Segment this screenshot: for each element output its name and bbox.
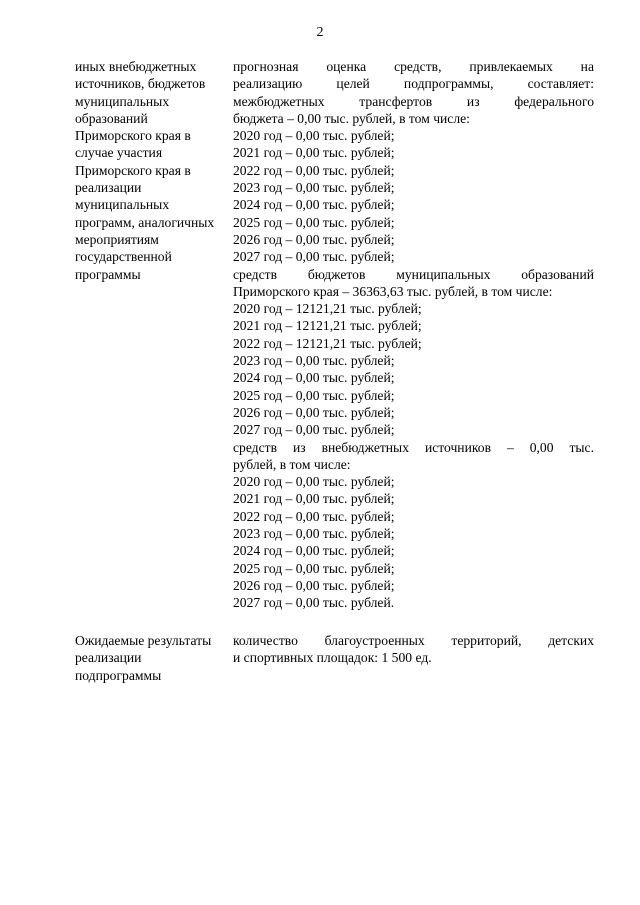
label-line: реализации	[75, 180, 142, 196]
content-line: рублей, в том числе:	[233, 456, 351, 472]
label-line: мероприятиям	[75, 231, 159, 247]
label-line: программ, аналогичных	[75, 214, 215, 230]
content-line: 2020 год – 12121,21 тыс. рублей;	[233, 301, 422, 317]
content-line: 2022 год – 0,00 тыс. рублей;	[233, 508, 395, 524]
label-line: муниципальных	[75, 93, 170, 109]
content-line: 2026 год – 0,00 тыс. рублей;	[233, 231, 395, 247]
financing-row-content	[233, 58, 594, 612]
label-line: иных внебюджетных	[75, 59, 197, 74]
label-line: Приморского края в	[75, 162, 191, 178]
label-line: программы	[75, 266, 141, 282]
content-line: 2023 год – 0,00 тыс. рублей;	[233, 353, 395, 369]
content-line: 2023 год – 0,00 тыс. рублей;	[233, 180, 395, 196]
content-line: и спортивных площадок: 1 500 ед.	[233, 650, 432, 666]
content-line: 2027 год – 0,00 тыс. рублей;	[233, 249, 395, 265]
financing-row-label	[75, 58, 235, 283]
label-line: Ожидаемые результаты	[75, 633, 212, 648]
content-line: 2025 год – 0,00 тыс. рублей;	[233, 560, 395, 576]
content-line: 2025 год – 0,00 тыс. рублей;	[233, 387, 395, 403]
results-row-content	[233, 632, 594, 667]
label-line: Приморского края в	[75, 128, 191, 144]
label-line: государственной	[75, 249, 172, 265]
content-line: бюджета – 0,00 тыс. рублей, в том числе:	[233, 110, 470, 126]
page-number: 2	[316, 25, 324, 40]
label-line: муниципальных	[75, 197, 170, 213]
content-line: 2024 год – 0,00 тыс. рублей;	[233, 543, 395, 559]
label-line: подпрограммы	[75, 667, 162, 683]
content-line: Приморского края – 36363,63 тыс. рублей, в том числе:	[233, 283, 553, 299]
content-line: 2022 год – 12121,21 тыс. рублей;	[233, 335, 422, 351]
content-line: прогнозная оценка средств, привлекаемых на	[233, 59, 594, 74]
results-row-label	[75, 632, 235, 684]
label-line: образований	[75, 110, 148, 126]
content-line: 2026 год – 0,00 тыс. рублей;	[233, 404, 395, 420]
content-line: 2027 год – 0,00 тыс. рублей;	[233, 422, 395, 438]
content-line: средств из внебюджетных источников – 0,00 тыс.	[233, 439, 594, 455]
content-line: межбюджетных трансфертов из федерального	[233, 93, 594, 109]
content-line: 2020 год – 0,00 тыс. рублей;	[233, 474, 395, 490]
content-line: реализацию целей подпрограммы, составляет:	[233, 76, 594, 92]
content-line: количество благоустроенных территорий, детских	[233, 633, 594, 648]
content-line: 2021 год – 0,00 тыс. рублей;	[233, 491, 395, 507]
content-line: средств бюджетов муниципальных образований	[233, 266, 594, 282]
content-line: 2020 год – 0,00 тыс. рублей;	[233, 128, 395, 144]
content-line: 2027 год – 0,00 тыс. рублей.	[233, 595, 395, 611]
content-line: 2023 год – 0,00 тыс. рублей;	[233, 526, 395, 542]
label-line: источников, бюджетов	[75, 76, 206, 92]
content-line: 2022 год – 0,00 тыс. рублей;	[233, 162, 395, 178]
content-line: 2021 год – 12121,21 тыс. рублей;	[233, 318, 422, 334]
label-line: случае участия	[75, 145, 163, 161]
content-line: 2024 год – 0,00 тыс. рублей;	[233, 370, 395, 386]
content-line: 2021 год – 0,00 тыс. рублей;	[233, 145, 395, 161]
label-line: реализации	[75, 650, 142, 666]
content-line: 2024 год – 0,00 тыс. рублей;	[233, 197, 395, 213]
content-line: 2026 год – 0,00 тыс. рублей;	[233, 577, 395, 593]
content-line: 2025 год – 0,00 тыс. рублей;	[233, 214, 395, 230]
